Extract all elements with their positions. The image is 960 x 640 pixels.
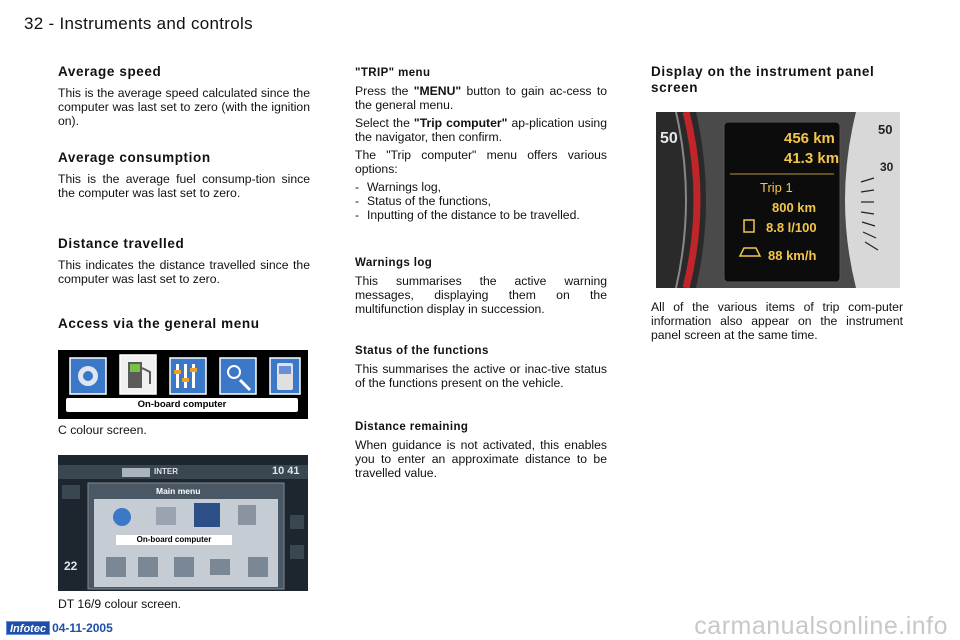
caption-dt-colour-screen: DT 16/9 colour screen. [58,597,182,611]
press-bold: "MENU" [413,84,462,98]
fuel-pump-icon [120,355,156,394]
on-board-computer-label: On-board computer [66,398,298,412]
heading-access-general-menu: Access via the general menu [58,316,260,331]
page-number: 32 [24,14,44,33]
text-distance-remaining: When guidance is not activated, this enables you to enter an approximate distance to be travelled value. [355,438,607,480]
text-select-trip [355,116,607,144]
caption-c-colour-screen: C colour screen. [58,423,147,437]
text-instrument-panel: All of the various items of trip com-puter information also appear on the instrument panel screen at the same time. [651,300,903,342]
section-status-functions [355,344,607,394]
panel-gauge-left-number: 50 [660,130,678,147]
text-warnings-log: This summarises the active warning messages, displaying them on the multifunction display in succession. [355,274,607,316]
map-icon [174,557,194,577]
screen-dt-colour-image [58,455,308,591]
footer-date: 04-11-2005 [52,621,113,635]
options-list [355,180,607,222]
dt-left-number: 22 [64,559,78,573]
text-status-functions: This summarises the active or inac-tive status of the functions present on the vehicle. [355,362,607,390]
dt-status-label: INTER [154,467,178,476]
music-icon [106,557,126,577]
panel-gauge-right-number-2: 30 [880,160,894,174]
heading-trip-menu: "TRIP" menu [355,67,431,79]
section-distance-remaining [355,420,607,484]
section-average-consumption [58,150,310,204]
phone-icon [238,505,256,525]
heading-status-functions: Status of the functions [355,345,489,357]
section-average-speed [58,64,310,132]
settings-icon [220,358,256,394]
navigation-icon [113,508,131,526]
select-bold: "Trip computer" [413,116,508,130]
text-average-speed: This is the average speed calculated since the computer was last set to zero (with the ignition on). [58,86,310,128]
panel-row-2: 41.3 km [784,150,840,167]
phone-book-icon [70,358,106,394]
footer [6,620,113,636]
panel-row-6: 88 km/h [768,248,817,263]
press-post: button to gain ac-cess to the general menu. [355,84,607,112]
panel-gauge-right-number-1: 50 [878,122,893,137]
panel-row-3: Trip 1 [760,180,793,195]
dt-menu-title: Main menu [156,486,201,496]
list-item: - Warnings log, [355,180,607,194]
panel-row-4: 800 km [772,200,817,215]
select-post: ap-plication using the navigator, then confirm. [355,116,607,144]
section-warnings-log [355,256,607,320]
dt-on-board-computer-label: On-board computer [136,535,212,544]
instrument-panel-image [656,112,900,288]
text-distance-travelled: This indicates the distance travelled since the computer was last set to zero. [58,258,310,286]
page-section-title: - Instruments and controls [48,14,253,33]
column-right-text [651,300,903,346]
settings-icon [248,557,268,577]
heading-distance-travelled: Distance travelled [58,236,185,251]
heading-warnings-log: Warnings log [355,257,433,269]
panel-row-1: 456 km [784,130,835,147]
press-pre: Press the [355,84,414,98]
heading-distance-remaining: Distance remaining [355,421,469,433]
text-options-intro: The "Trip computer" menu offers various options: [355,148,607,176]
section-distance-travelled [58,236,310,290]
text-average-consumption: This is the average fuel consump-tion since the computer was last set to zero. [58,172,310,200]
section-trip-menu [355,66,607,222]
list-item: - Inputting of the distance to be travelled. [355,208,607,222]
page-title [24,14,253,34]
fuel-icon [156,507,176,525]
heading-average-consumption: Average consumption [58,150,211,165]
panel-row-5: 8.8 l/100 [766,220,817,235]
select-pre: Select the [355,116,414,130]
infotec-logo: Infotec [6,621,50,635]
audio-settings-icon [170,358,206,394]
list-item: - Status of the functions, [355,194,607,208]
text-press-menu [355,84,607,112]
watermark: carmanualsonline.info [694,612,948,640]
dt-clock: 10 41 [272,465,300,477]
audio-settings-icon [138,557,158,577]
column-right [651,64,903,102]
screen-dt-background [58,455,308,591]
screen-c-colour-image [58,350,308,419]
display-icon [210,559,230,575]
trip-computer-icon [194,503,220,527]
heading-average-speed: Average speed [58,64,162,79]
heading-instrument-panel-display: Display on the instrument panel screen [651,64,875,95]
telephone-icon [270,358,300,394]
section-access [58,316,310,338]
